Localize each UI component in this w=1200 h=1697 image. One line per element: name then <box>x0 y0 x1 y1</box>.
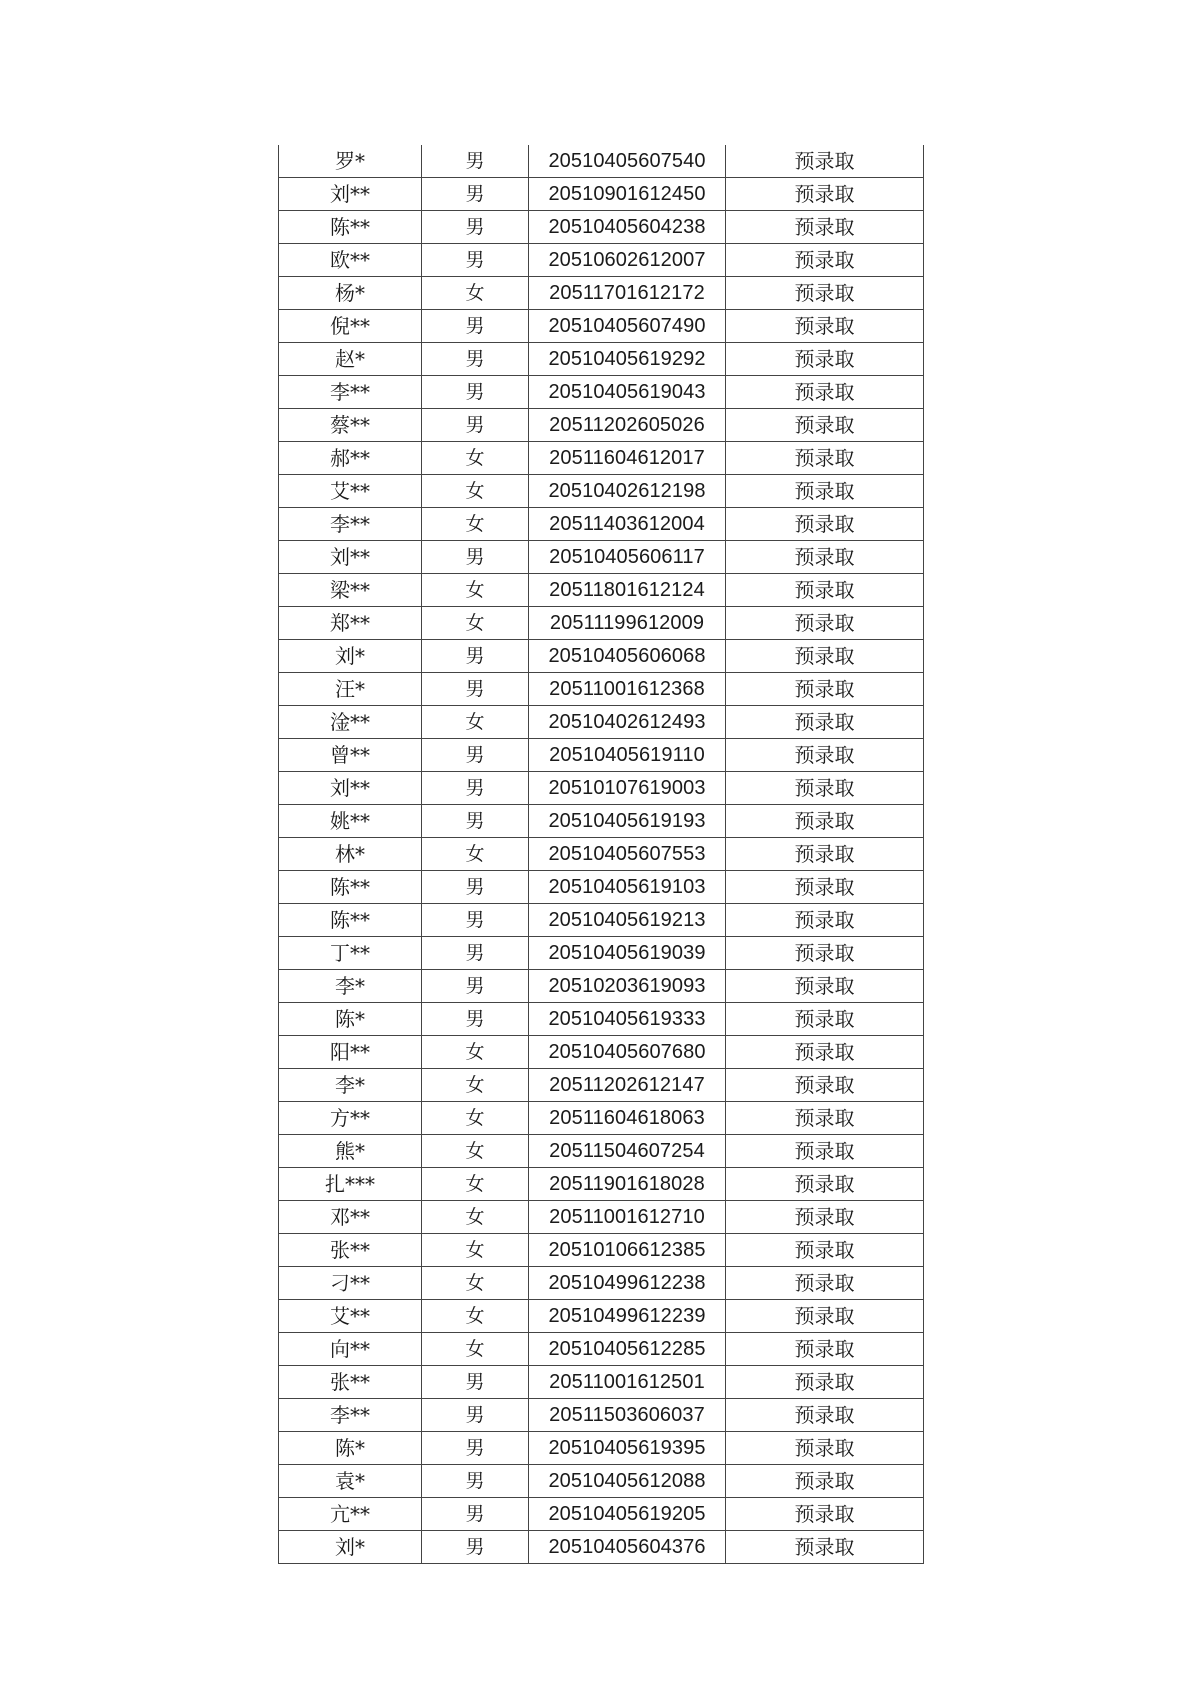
candidate-exam-number-cell: 20510107619003 <box>529 772 726 805</box>
table-row <box>279 1333 924 1366</box>
table-row <box>279 871 924 904</box>
candidate-name-cell: 欧** <box>279 244 422 277</box>
table-row <box>279 178 924 211</box>
admission-status-cell: 预录取 <box>726 1399 924 1432</box>
table-row <box>279 1102 924 1135</box>
table-row <box>279 772 924 805</box>
candidate-sex-cell: 女 <box>422 442 529 475</box>
candidate-exam-number-cell: 20510405619043 <box>529 376 726 409</box>
table-row <box>279 1201 924 1234</box>
candidate-exam-number-cell: 20510499612239 <box>529 1300 726 1333</box>
table-row <box>279 805 924 838</box>
candidate-name-cell: 刘** <box>279 772 422 805</box>
candidate-sex-cell: 男 <box>422 937 529 970</box>
admission-status-cell: 预录取 <box>726 409 924 442</box>
admission-status-cell: 预录取 <box>726 607 924 640</box>
candidate-name-cell: 陈** <box>279 211 422 244</box>
candidate-sex-cell: 男 <box>422 772 529 805</box>
admission-status-cell: 预录取 <box>726 1201 924 1234</box>
candidate-name-cell: 赵* <box>279 343 422 376</box>
candidate-sex-cell: 男 <box>422 904 529 937</box>
table-row <box>279 640 924 673</box>
admission-status-cell: 预录取 <box>726 739 924 772</box>
candidate-name-cell: 姚** <box>279 805 422 838</box>
candidate-exam-number-cell: 20510405612285 <box>529 1333 726 1366</box>
table-row <box>279 1498 924 1531</box>
candidate-name-cell: 艾** <box>279 475 422 508</box>
candidate-name-cell: 邓** <box>279 1201 422 1234</box>
candidate-exam-number-cell: 20511199612009 <box>529 607 726 640</box>
candidate-exam-number-cell: 20511001612368 <box>529 673 726 706</box>
table-row <box>279 310 924 343</box>
candidate-sex-cell: 男 <box>422 871 529 904</box>
candidate-sex-cell: 男 <box>422 805 529 838</box>
table-row <box>279 475 924 508</box>
admission-status-cell: 预录取 <box>726 673 924 706</box>
admission-status-cell: 预录取 <box>726 805 924 838</box>
candidate-sex-cell: 女 <box>422 1300 529 1333</box>
candidate-sex-cell: 男 <box>422 178 529 211</box>
table-row <box>279 574 924 607</box>
admission-status-cell: 预录取 <box>726 310 924 343</box>
candidate-name-cell: 扎*** <box>279 1168 422 1201</box>
candidate-exam-number-cell: 20510405619205 <box>529 1498 726 1531</box>
admission-status-cell: 预录取 <box>726 706 924 739</box>
candidate-name-cell: 阳** <box>279 1036 422 1069</box>
candidate-exam-number-cell: 20510402612198 <box>529 475 726 508</box>
table-row <box>279 277 924 310</box>
table-row <box>279 838 924 871</box>
candidate-sex-cell: 女 <box>422 838 529 871</box>
candidate-sex-cell: 女 <box>422 1234 529 1267</box>
candidate-exam-number-cell: 20510405607540 <box>529 145 726 178</box>
candidate-sex-cell: 男 <box>422 244 529 277</box>
table-row <box>279 1432 924 1465</box>
candidate-name-cell: 陈** <box>279 871 422 904</box>
candidate-name-cell: 汪* <box>279 673 422 706</box>
candidate-exam-number-cell: 20511801612124 <box>529 574 726 607</box>
table-row <box>279 244 924 277</box>
table-row <box>279 739 924 772</box>
candidate-exam-number-cell: 20511901618028 <box>529 1168 726 1201</box>
table-row <box>279 1135 924 1168</box>
candidate-exam-number-cell: 20510405607680 <box>529 1036 726 1069</box>
admission-status-cell: 预录取 <box>726 1300 924 1333</box>
admission-status-cell: 预录取 <box>726 970 924 1003</box>
candidate-exam-number-cell: 20511001612501 <box>529 1366 726 1399</box>
candidate-sex-cell: 女 <box>422 1201 529 1234</box>
candidate-exam-number-cell: 20511604618063 <box>529 1102 726 1135</box>
candidate-name-cell: 刘** <box>279 541 422 574</box>
candidate-name-cell: 郑** <box>279 607 422 640</box>
candidate-name-cell: 林* <box>279 838 422 871</box>
admission-status-cell: 预录取 <box>726 1432 924 1465</box>
candidate-exam-number-cell: 20511403612004 <box>529 508 726 541</box>
candidate-sex-cell: 男 <box>422 343 529 376</box>
candidate-name-cell: 杨* <box>279 277 422 310</box>
admission-status-cell: 预录取 <box>726 1498 924 1531</box>
admission-status-cell: 预录取 <box>726 1069 924 1102</box>
admission-status-cell: 预录取 <box>726 508 924 541</box>
candidate-sex-cell: 男 <box>422 376 529 409</box>
candidate-sex-cell: 男 <box>422 1432 529 1465</box>
candidate-name-cell: 曾** <box>279 739 422 772</box>
candidate-sex-cell: 女 <box>422 1102 529 1135</box>
admission-status-cell: 预录取 <box>726 442 924 475</box>
candidate-name-cell: 刘** <box>279 178 422 211</box>
candidate-name-cell: 梁** <box>279 574 422 607</box>
admission-status-cell: 预录取 <box>726 1267 924 1300</box>
candidate-exam-number-cell: 20510602612007 <box>529 244 726 277</box>
candidate-name-cell: 陈* <box>279 1432 422 1465</box>
candidate-name-cell: 李** <box>279 376 422 409</box>
candidate-name-cell: 刁** <box>279 1267 422 1300</box>
candidate-exam-number-cell: 20510405612088 <box>529 1465 726 1498</box>
candidate-sex-cell: 女 <box>422 574 529 607</box>
admission-status-cell: 预录取 <box>726 772 924 805</box>
candidate-sex-cell: 男 <box>422 1003 529 1036</box>
admission-status-cell: 预录取 <box>726 1531 924 1564</box>
table-row <box>279 1234 924 1267</box>
admission-status-cell: 预录取 <box>726 1168 924 1201</box>
candidate-name-cell: 张** <box>279 1234 422 1267</box>
candidate-exam-number-cell: 20510203619093 <box>529 970 726 1003</box>
candidate-exam-number-cell: 20510402612493 <box>529 706 726 739</box>
admission-status-cell: 预录取 <box>726 376 924 409</box>
admission-status-cell: 预录取 <box>726 145 924 178</box>
candidate-sex-cell: 女 <box>422 607 529 640</box>
candidate-sex-cell: 女 <box>422 1069 529 1102</box>
table-row <box>279 937 924 970</box>
admission-status-cell: 预录取 <box>726 541 924 574</box>
candidate-sex-cell: 女 <box>422 1267 529 1300</box>
candidate-name-cell: 丁** <box>279 937 422 970</box>
candidate-name-cell: 罗* <box>279 145 422 178</box>
table-row <box>279 1531 924 1564</box>
candidate-name-cell: 李* <box>279 970 422 1003</box>
candidate-name-cell: 方** <box>279 1102 422 1135</box>
table-row <box>279 970 924 1003</box>
candidate-name-cell: 郝** <box>279 442 422 475</box>
table-row <box>279 1069 924 1102</box>
candidate-sex-cell: 男 <box>422 640 529 673</box>
admission-status-cell: 预录取 <box>726 277 924 310</box>
candidate-sex-cell: 男 <box>422 673 529 706</box>
admission-status-cell: 预录取 <box>726 475 924 508</box>
candidate-name-cell: 李** <box>279 1399 422 1432</box>
candidate-exam-number-cell: 20510499612238 <box>529 1267 726 1300</box>
candidate-sex-cell: 女 <box>422 277 529 310</box>
candidate-name-cell: 倪** <box>279 310 422 343</box>
candidate-sex-cell: 男 <box>422 1531 529 1564</box>
candidate-exam-number-cell: 20510405604376 <box>529 1531 726 1564</box>
admission-table-body <box>279 145 924 1564</box>
table-row <box>279 1465 924 1498</box>
table-row <box>279 145 924 178</box>
table-row <box>279 1003 924 1036</box>
admission-status-cell: 预录取 <box>726 1234 924 1267</box>
admission-status-cell: 预录取 <box>726 1465 924 1498</box>
candidate-exam-number-cell: 20510106612385 <box>529 1234 726 1267</box>
candidate-exam-number-cell: 20510901612450 <box>529 178 726 211</box>
candidate-exam-number-cell: 20510405619039 <box>529 937 726 970</box>
candidate-exam-number-cell: 20510405619193 <box>529 805 726 838</box>
candidate-exam-number-cell: 20510405606068 <box>529 640 726 673</box>
admission-status-cell: 预录取 <box>726 343 924 376</box>
candidate-sex-cell: 男 <box>422 739 529 772</box>
candidate-name-cell: 张** <box>279 1366 422 1399</box>
candidate-exam-number-cell: 20510405607490 <box>529 310 726 343</box>
candidate-name-cell: 李** <box>279 508 422 541</box>
candidate-sex-cell: 男 <box>422 310 529 343</box>
admission-status-cell: 预录取 <box>726 1366 924 1399</box>
table-row <box>279 1267 924 1300</box>
admission-status-cell: 预录取 <box>726 1135 924 1168</box>
candidate-exam-number-cell: 20511504607254 <box>529 1135 726 1168</box>
candidate-name-cell: 亢** <box>279 1498 422 1531</box>
candidate-sex-cell: 男 <box>422 409 529 442</box>
table-row <box>279 409 924 442</box>
candidate-exam-number-cell: 20510405619110 <box>529 739 726 772</box>
candidate-exam-number-cell: 20511503606037 <box>529 1399 726 1432</box>
admission-status-cell: 预录取 <box>726 1333 924 1366</box>
admission-status-cell: 预录取 <box>726 937 924 970</box>
candidate-sex-cell: 男 <box>422 145 529 178</box>
candidate-name-cell: 蔡** <box>279 409 422 442</box>
admission-status-cell: 预录取 <box>726 244 924 277</box>
candidate-name-cell: 陈** <box>279 904 422 937</box>
candidate-sex-cell: 女 <box>422 475 529 508</box>
candidate-exam-number-cell: 20511001612710 <box>529 1201 726 1234</box>
candidate-sex-cell: 男 <box>422 1465 529 1498</box>
candidate-exam-number-cell: 20511701612172 <box>529 277 726 310</box>
table-row <box>279 1300 924 1333</box>
table-row <box>279 1036 924 1069</box>
table-row <box>279 442 924 475</box>
candidate-name-cell: 陈* <box>279 1003 422 1036</box>
table-row <box>279 607 924 640</box>
admission-status-cell: 预录取 <box>726 1102 924 1135</box>
table-row <box>279 673 924 706</box>
table-row <box>279 508 924 541</box>
candidate-exam-number-cell: 20510405604238 <box>529 211 726 244</box>
admission-table <box>278 145 924 1564</box>
candidate-exam-number-cell: 20510405619103 <box>529 871 726 904</box>
candidate-name-cell: 刘* <box>279 1531 422 1564</box>
admission-status-cell: 预录取 <box>726 211 924 244</box>
candidate-name-cell: 袁* <box>279 1465 422 1498</box>
admission-status-cell: 预录取 <box>726 871 924 904</box>
candidate-name-cell: 淦** <box>279 706 422 739</box>
candidate-exam-number-cell: 20510405607553 <box>529 838 726 871</box>
candidate-sex-cell: 女 <box>422 1333 529 1366</box>
candidate-sex-cell: 男 <box>422 211 529 244</box>
admission-status-cell: 预录取 <box>726 574 924 607</box>
admission-status-cell: 预录取 <box>726 178 924 211</box>
admission-status-cell: 预录取 <box>726 640 924 673</box>
candidate-name-cell: 刘* <box>279 640 422 673</box>
candidate-sex-cell: 男 <box>422 970 529 1003</box>
table-row <box>279 1366 924 1399</box>
candidate-exam-number-cell: 20510405619292 <box>529 343 726 376</box>
candidate-exam-number-cell: 20510405619333 <box>529 1003 726 1036</box>
table-row <box>279 1168 924 1201</box>
admission-status-cell: 预录取 <box>726 1036 924 1069</box>
candidate-sex-cell: 女 <box>422 1036 529 1069</box>
candidate-name-cell: 艾** <box>279 1300 422 1333</box>
candidate-exam-number-cell: 20511604612017 <box>529 442 726 475</box>
candidate-sex-cell: 女 <box>422 1135 529 1168</box>
candidate-exam-number-cell: 20511202612147 <box>529 1069 726 1102</box>
table-row <box>279 376 924 409</box>
table-row <box>279 706 924 739</box>
candidate-exam-number-cell: 20510405619395 <box>529 1432 726 1465</box>
candidate-exam-number-cell: 20511202605026 <box>529 409 726 442</box>
candidate-sex-cell: 男 <box>422 541 529 574</box>
candidate-sex-cell: 女 <box>422 508 529 541</box>
candidate-name-cell: 向** <box>279 1333 422 1366</box>
table-row <box>279 904 924 937</box>
candidate-exam-number-cell: 20510405606117 <box>529 541 726 574</box>
candidate-sex-cell: 男 <box>422 1399 529 1432</box>
table-row <box>279 541 924 574</box>
candidate-exam-number-cell: 20510405619213 <box>529 904 726 937</box>
table-row <box>279 343 924 376</box>
candidate-name-cell: 李* <box>279 1069 422 1102</box>
admission-status-cell: 预录取 <box>726 1003 924 1036</box>
candidate-sex-cell: 女 <box>422 1168 529 1201</box>
admission-status-cell: 预录取 <box>726 838 924 871</box>
candidate-sex-cell: 男 <box>422 1366 529 1399</box>
table-row <box>279 1399 924 1432</box>
candidate-name-cell: 熊* <box>279 1135 422 1168</box>
admission-status-cell: 预录取 <box>726 904 924 937</box>
candidate-sex-cell: 男 <box>422 1498 529 1531</box>
table-row <box>279 211 924 244</box>
candidate-sex-cell: 女 <box>422 706 529 739</box>
